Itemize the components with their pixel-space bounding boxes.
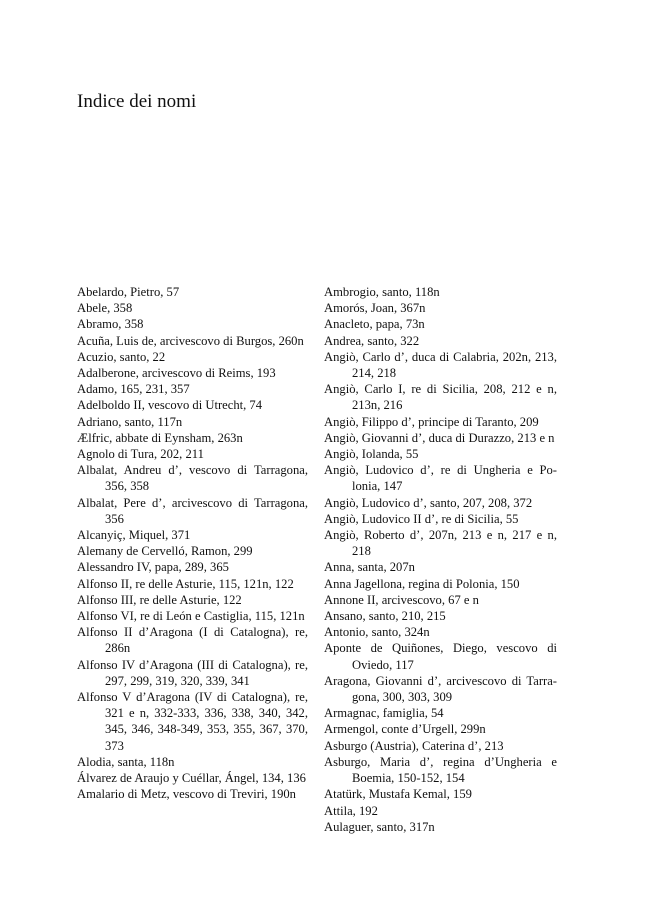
- page-title: Indice dei nomi: [77, 91, 197, 112]
- index-entry: Angiò, Carlo I, re di Sicilia, 208, 212 e n, 213n, 216: [324, 382, 557, 413]
- index-entry: Alodia, santa, 118n: [77, 754, 175, 769]
- index-entry: Attila, 192: [324, 803, 378, 818]
- index-entry: Angiò, Carlo d’, duca di Calabria, 202n, 213, 214, 218: [324, 349, 557, 381]
- index-entry: Alcanyiç, Miquel, 371: [77, 528, 191, 543]
- index-entry: Alemany de Cervelló, Ramon, 299: [77, 544, 253, 559]
- index-column-left: [77, 284, 308, 803]
- index-entry: Antonio, santo, 324n: [324, 625, 430, 640]
- index-entry: Armagnac, famiglia, 54: [324, 706, 444, 721]
- index-entry: Albalat, Pere d’, arcivescovo di Tarragona, 356: [77, 495, 308, 526]
- index-entry: Álvarez de Araujo y Cuéllar, Ángel, 134, 136: [77, 771, 306, 786]
- index-entry: Agnolo di Tura, 202, 211: [77, 447, 204, 462]
- index-entry: Acuzio, santo, 22: [77, 349, 166, 364]
- index-entry: Alfonso IV d’Aragona (III di Catalogna), re, 297, 299, 319, 320, 339, 341: [77, 657, 308, 688]
- index-entry: Annone II, arcivescovo, 67 e n: [324, 592, 479, 607]
- index-entry: Angiò, Roberto d’, 207n, 213 e n, 217 e n, 218: [324, 528, 557, 559]
- index-entry: Adalberone, arcivescovo di Reims, 193: [77, 366, 276, 381]
- index-entry: Albalat, Andreu d’, vescovo di Tarragona, 356, 358: [77, 463, 308, 494]
- index-entry: Acuña, Luis de, arcivescovo di Burgos, 260n: [77, 333, 304, 348]
- index-entry: Abele, 358: [77, 301, 133, 316]
- index-entry: Angiò, Ludovico d’, santo, 207, 208, 372: [324, 495, 533, 510]
- index-entry: Abelardo, Pietro, 57: [77, 285, 180, 299]
- index-entry: Anna Jagellona, regina di Polonia, 150: [324, 576, 520, 591]
- index-entry: Abramo, 358: [77, 317, 144, 332]
- index-entry: Alfonso II d’Aragona (I di Catalogna), re, 286n: [77, 625, 308, 656]
- index-entry: Asburgo, Maria d’, regina d’Ungheria e Boemia, 150-152, 154: [324, 754, 557, 786]
- index-entry: Angiò, Giovanni d’, duca di Durazzo, 213 e n: [324, 430, 555, 445]
- index-entry: Ælfric, abbate di Eynsham, 263n: [77, 430, 243, 445]
- index-entry: Alfonso II, re delle Asturie, 115, 121n, 122: [77, 576, 294, 591]
- index-column-right: [324, 284, 557, 835]
- index-entry: Atatürk, Mustafa Kemal, 159: [324, 787, 472, 802]
- index-entry: Angiò, Iolanda, 55: [324, 447, 419, 462]
- index-entry: Asburgo (Austria), Caterina d’, 213: [324, 738, 504, 753]
- index-entry: Andrea, santo, 322: [324, 333, 420, 348]
- index-entry: Amorós, Joan, 367n: [324, 301, 426, 316]
- index-entry: Armengol, conte d’Urgell, 299n: [324, 722, 486, 737]
- index-entry: Angiò, Ludovico II d’, re di Sicilia, 55: [324, 511, 519, 526]
- index-entry: Angiò, Filippo d’, principe di Taranto, 209: [324, 414, 539, 429]
- index-entry: Alfonso V d’Aragona (IV di Catalogna), re, 321 e n, 332-333, 336, 338, 340, 342, 345, 346, 348-349, 353, 355, 367, 370, 373: [77, 690, 308, 753]
- index-entry: Adriano, santo, 117n: [77, 414, 183, 429]
- index-entry: Alfonso III, re delle Asturie, 122: [77, 592, 242, 607]
- index-entry: Alfonso VI, re di León e Castiglia, 115, 121n: [77, 609, 305, 624]
- index-entry: Ambrogio, santo, 118n: [324, 285, 440, 299]
- index-entry: Anacleto, papa, 73n: [324, 317, 425, 332]
- index-entry: Aragona, Giovanni d’, arcivescovo di Tarra-gona, 300, 303, 309: [324, 673, 557, 705]
- index-entry: Anna, santa, 207n: [324, 560, 415, 575]
- index-entry: Alessandro IV, papa, 289, 365: [77, 560, 229, 575]
- index-entry: Amalario di Metz, vescovo di Treviri, 190n: [77, 787, 296, 802]
- index-entry: Adamo, 165, 231, 357: [77, 382, 190, 397]
- index-entry: Aulaguer, santo, 317n: [324, 819, 435, 834]
- index-entry: Angiò, Ludovico d’, re di Ungheria e Po-lonia, 147: [324, 463, 557, 494]
- index-entry: Aponte de Quiñones, Diego, vescovo di Oviedo, 117: [324, 641, 557, 672]
- index-entry: Ansano, santo, 210, 215: [324, 609, 446, 624]
- index-entry: Adelboldo II, vescovo di Utrecht, 74: [77, 398, 263, 413]
